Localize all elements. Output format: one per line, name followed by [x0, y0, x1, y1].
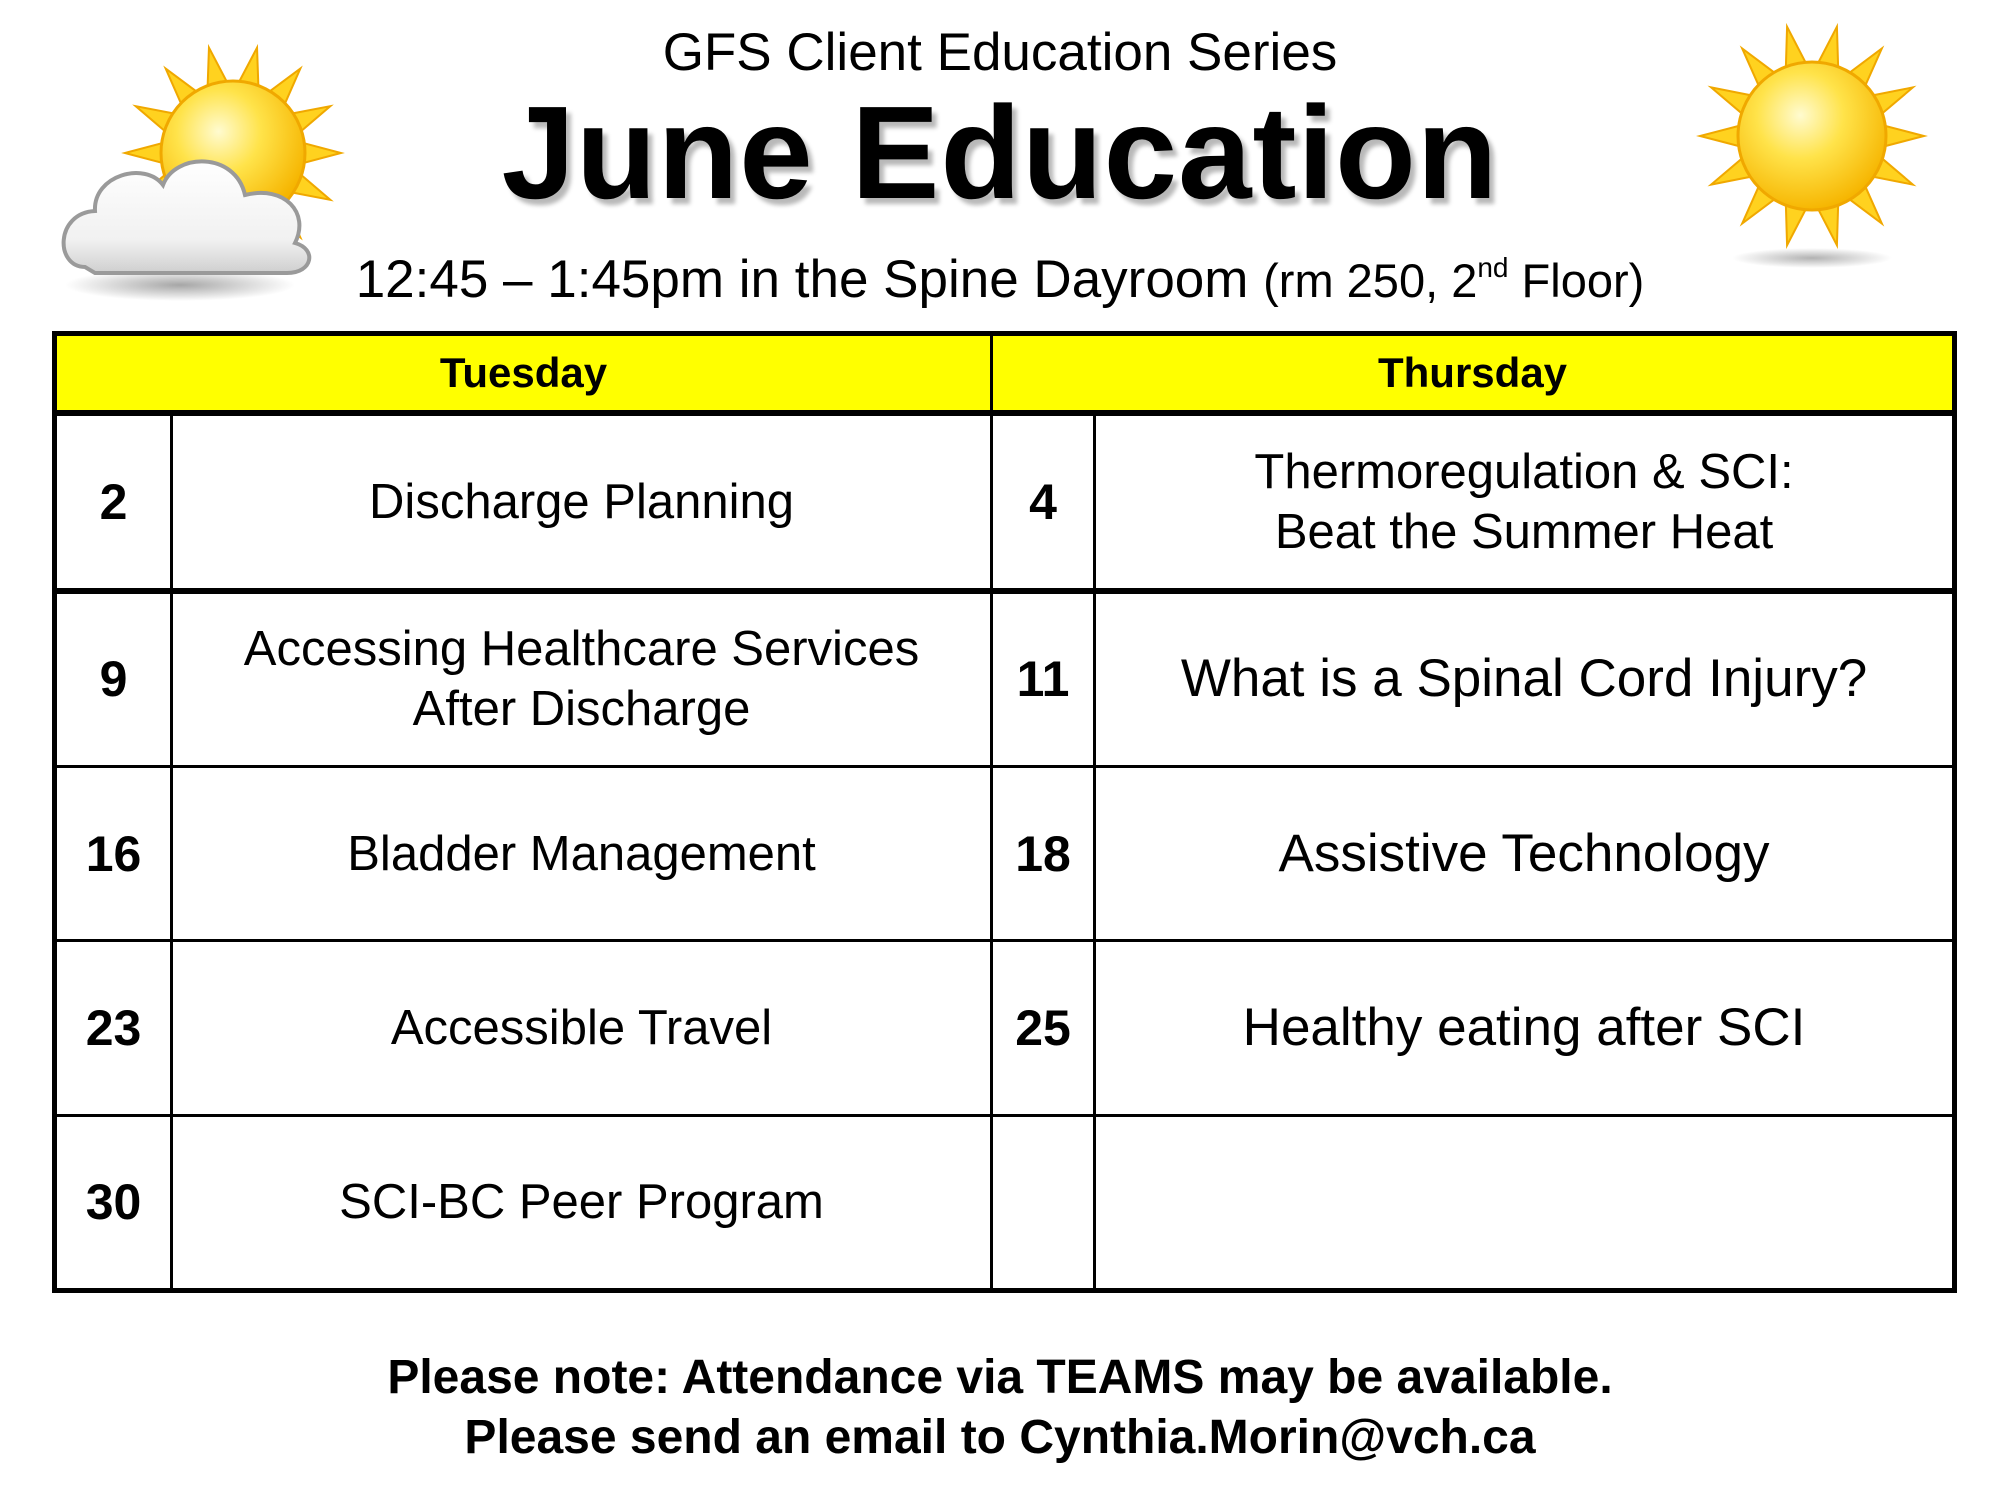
topic-line: Assistive Technology [1278, 823, 1770, 883]
time-location [0, 248, 2000, 313]
tuesday-date: 16 [55, 766, 172, 940]
thursday-topic [1095, 766, 1955, 940]
table-header-row [55, 334, 1955, 414]
thursday-topic [1095, 941, 1955, 1115]
room-info-close: Floor) [1508, 254, 1645, 307]
tuesday-date: 2 [55, 413, 172, 590]
thursday-topic [1095, 591, 1955, 767]
thursday-topic [1095, 413, 1955, 590]
topic-line: What is a Spinal Cord Injury? [1180, 649, 1868, 709]
thursday-date: 25 [992, 941, 1095, 1115]
thursday-date [992, 1115, 1095, 1290]
thursday-topic [1095, 1115, 1955, 1290]
topic-line: Accessible Travel [390, 1000, 773, 1055]
topic-line: Healthy eating after SCI [1242, 997, 1806, 1057]
topic-line: After Discharge [412, 682, 751, 737]
tuesday-date: 30 [55, 1115, 172, 1290]
table-row [55, 1115, 1955, 1290]
table-row [55, 766, 1955, 940]
tuesday-topic [172, 591, 992, 767]
room-info-sup: nd [1477, 252, 1509, 283]
thursday-date: 11 [992, 591, 1095, 767]
room-info [1263, 254, 1644, 307]
note-line-teams: Please note: Attendance via TEAMS may be available. [387, 1351, 1613, 1404]
note-line-email: Please send an email to Cynthia.Morin@vch.ca [464, 1411, 1536, 1464]
tuesday-topic [172, 766, 992, 940]
tuesday-date: 9 [55, 591, 172, 767]
topic-line: Bladder Management [347, 826, 816, 881]
topic-line: Discharge Planning [369, 474, 794, 529]
topic-line: SCI-BC Peer Program [339, 1175, 824, 1230]
table-row [55, 941, 1955, 1115]
table-row [55, 413, 1955, 590]
room-info-open: (rm 250, 2 [1263, 254, 1478, 307]
attendance-note [0, 1348, 2000, 1468]
column-header-thursday: Thursday [992, 334, 1955, 414]
time-location-text: 12:45 – 1:45pm in the Spine Dayroom [355, 250, 1249, 309]
column-header-tuesday: Tuesday [55, 334, 992, 414]
topic-line: Beat the Summer Heat [1274, 504, 1774, 559]
thursday-date: 4 [992, 413, 1095, 590]
topic-line: Thermoregulation & SCI: [1254, 444, 1794, 499]
tuesday-topic [172, 941, 992, 1115]
tuesday-topic [172, 1115, 992, 1290]
series-title: GFS Client Education Series [662, 23, 1338, 82]
schedule-table [52, 331, 1957, 1293]
thursday-date: 18 [992, 766, 1095, 940]
topic-line: Accessing Healthcare Services [243, 622, 920, 677]
page-title: June Education [501, 79, 1499, 226]
table-row [55, 591, 1955, 767]
tuesday-topic [172, 413, 992, 590]
tuesday-date: 23 [55, 941, 172, 1115]
